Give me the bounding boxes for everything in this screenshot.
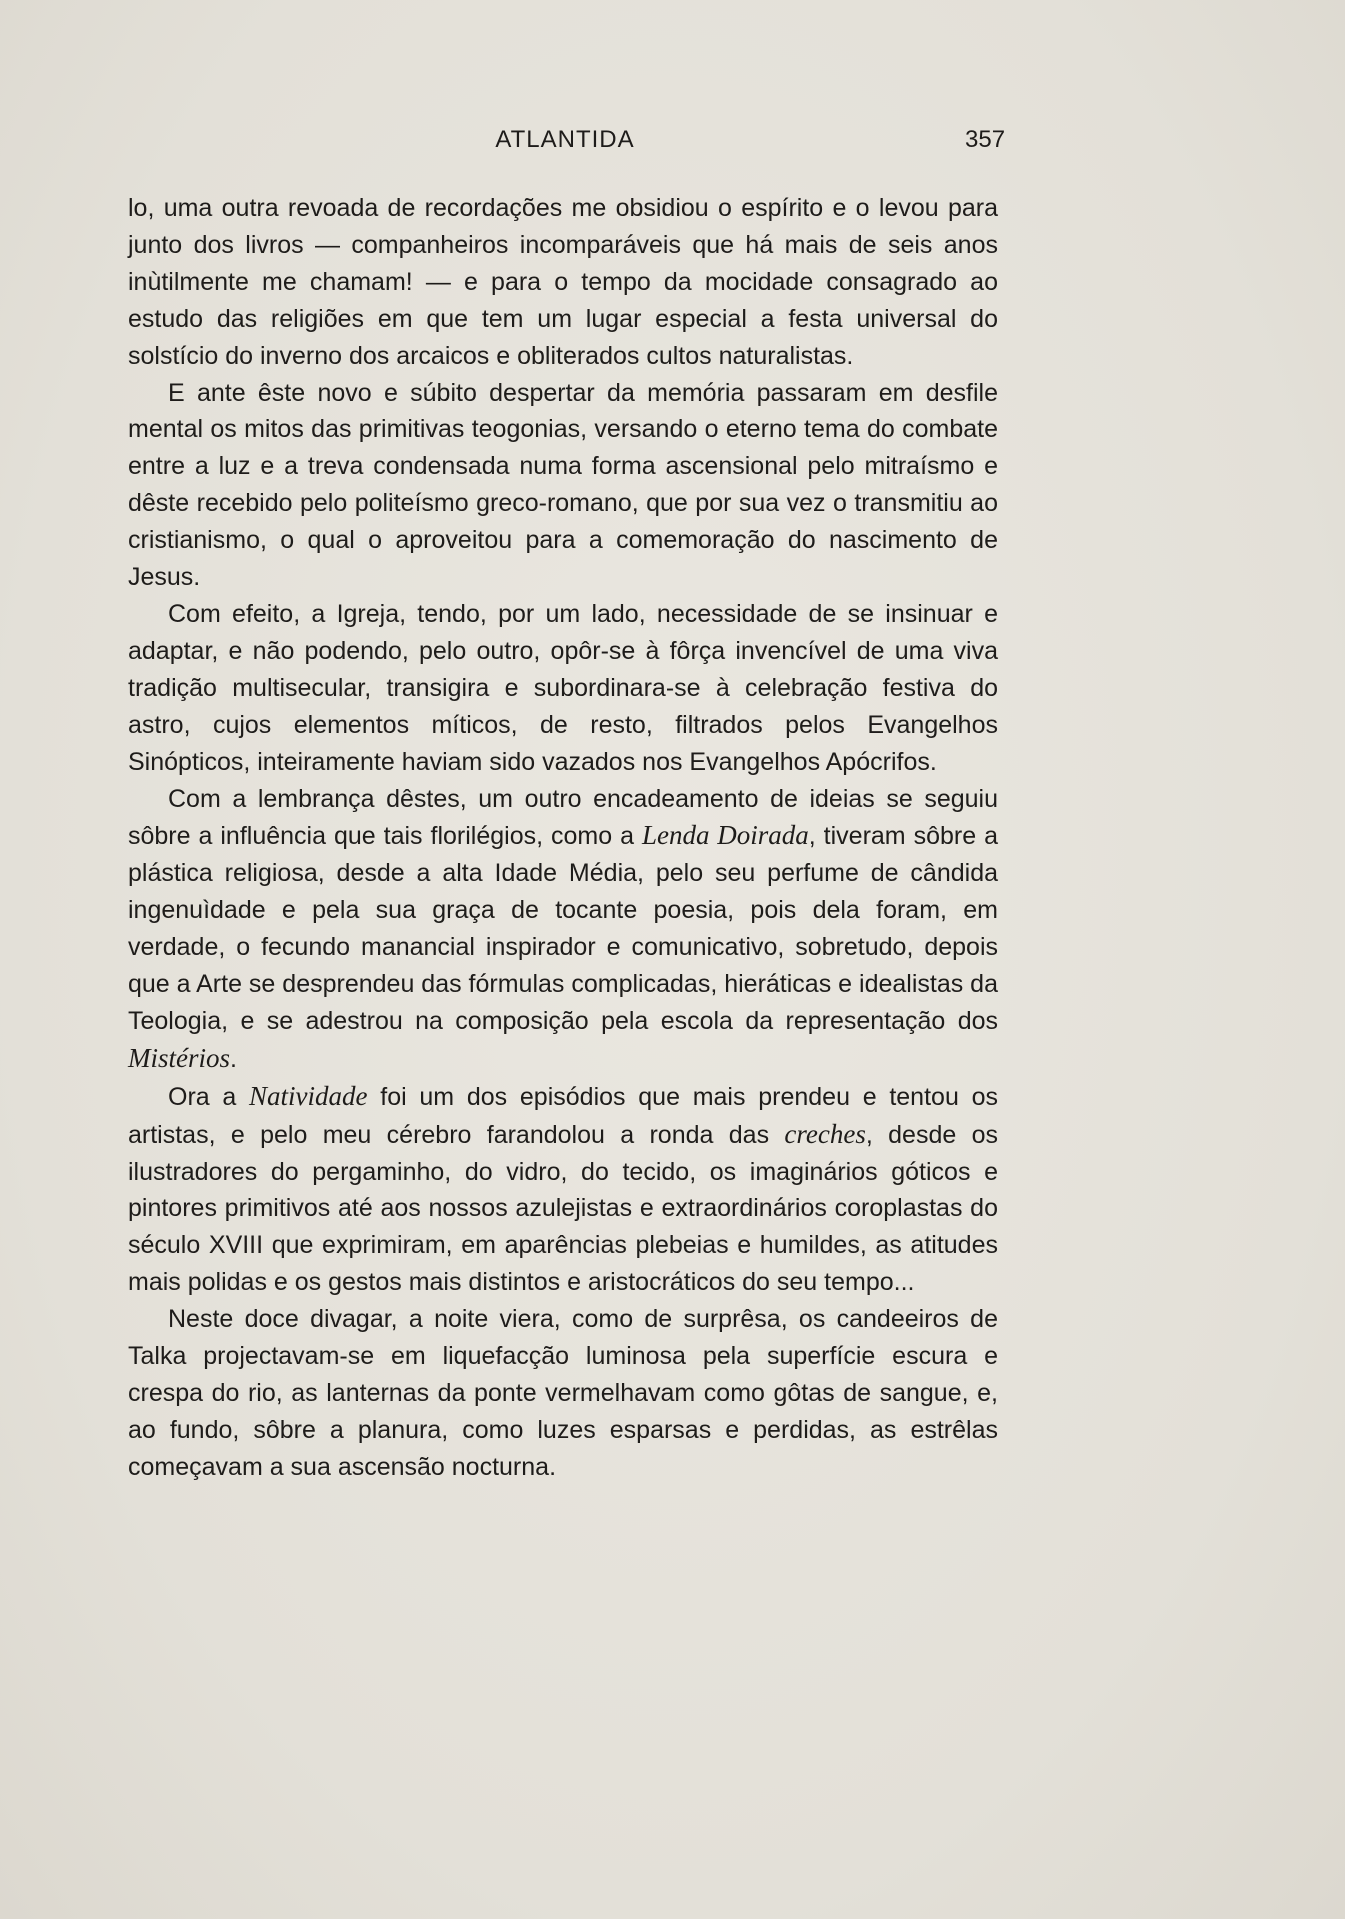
text-run: , desde os ilustradores do pergaminho, do vidro, do tecido, os imaginários góticos e pintores primitivos até aos nossos azulejistas e extraordinários coroplastas do século XVIII que exprimiram, em aparências plebeias e humildes, as atitudes mais polidas e os gestos mais distintos e aristocráticos do seu tempo... bbox=[128, 1120, 998, 1297]
paragraph bbox=[128, 375, 998, 596]
text-run: E ante êste novo e súbito despertar da memória passaram em desfile mental os mitos das primitivas teogonias, versando o eterno tema do combate entre a luz e a treva condensada numa forma ascensional pelo mitraísmo e dêste recebido pelo politeísmo greco-romano, que por sua vez o transmitiu ao cristianismo, o qual o aproveitou para a comemoração do nascimento de Jesus. bbox=[128, 378, 998, 592]
text-run: Com a lembrança dêstes, um outro encadeamento de ideias se seguiu sôbre a influência que tais florilégios, como a bbox=[128, 784, 998, 851]
body-text bbox=[128, 190, 998, 1486]
text-run: , tiveram sôbre a plástica religiosa, desde a alta Idade Média, pelo seu perfume de cândida ingenuìdade e pela sua graça de tocante poesia, pois dela foram, em verdade, o fecundo manancial inspirador e comunicativo, sobretudo, depois que a Arte se desprendeu das fórmulas complicadas, hieráticas e idealistas da Teologia, e se adestrou na composição pela escola da representação dos bbox=[128, 822, 998, 1035]
italic-title: Lenda Doirada bbox=[641, 820, 809, 851]
running-title: ATLANTIDA bbox=[495, 126, 635, 153]
paragraph bbox=[128, 781, 998, 1078]
italic-title: creches bbox=[784, 1118, 866, 1149]
page-header bbox=[0, 122, 1345, 162]
text-run: Neste doce divagar, a noite viera, como de surprêsa, os candeeiros de Talka projectavam-se em liquefacção luminosa pela superfície escura e crespa do rio, as lanternas da ponte vermelhavam como gôtas de sangue, e, ao fundo, sôbre a planura, como luzes esparsas e perdidas, as estrêlas começavam a sua ascensão nocturna. bbox=[128, 1305, 998, 1481]
paragraph bbox=[128, 190, 998, 375]
paragraph bbox=[128, 1078, 998, 1301]
paragraph bbox=[128, 1301, 998, 1486]
text-run: . bbox=[230, 1044, 237, 1073]
text-run: Ora a bbox=[168, 1082, 250, 1111]
text-run: Com efeito, a Igreja, tendo, por um lado, necessidade de se insinuar e adaptar, e não podendo, pelo outro, opôr-se à fôrça invencível de uma viva tradição multisecular, transigira e subordinara-se à celebração festiva do astro, cujos elementos míticos, de resto, filtrados pelos Evangelhos Sinópticos, inteiramente haviam sido vazados nos Evangelhos Apócrifos. bbox=[128, 599, 998, 776]
text-run: lo, uma outra revoada de recordações me obsidiou o espírito e o levou para junto dos livros — companheiros incomparáveis que há mais de seis anos inùtilmente me chamam! — e para o tempo da mocidade consagrado ao estudo das religiões em que tem um lugar especial a festa universal do solstício do inverno dos arcaicos e obliterados cultos naturalistas. bbox=[128, 194, 998, 370]
paragraph bbox=[128, 596, 998, 781]
italic-title: Natividade bbox=[249, 1080, 368, 1111]
page-number: 357 bbox=[965, 126, 1006, 153]
text-run: foi um dos episódios que mais prendeu e tentou os artistas, e pelo meu cérebro farandolou a ronda das bbox=[128, 1082, 998, 1149]
italic-title: Mistérios bbox=[128, 1042, 231, 1073]
